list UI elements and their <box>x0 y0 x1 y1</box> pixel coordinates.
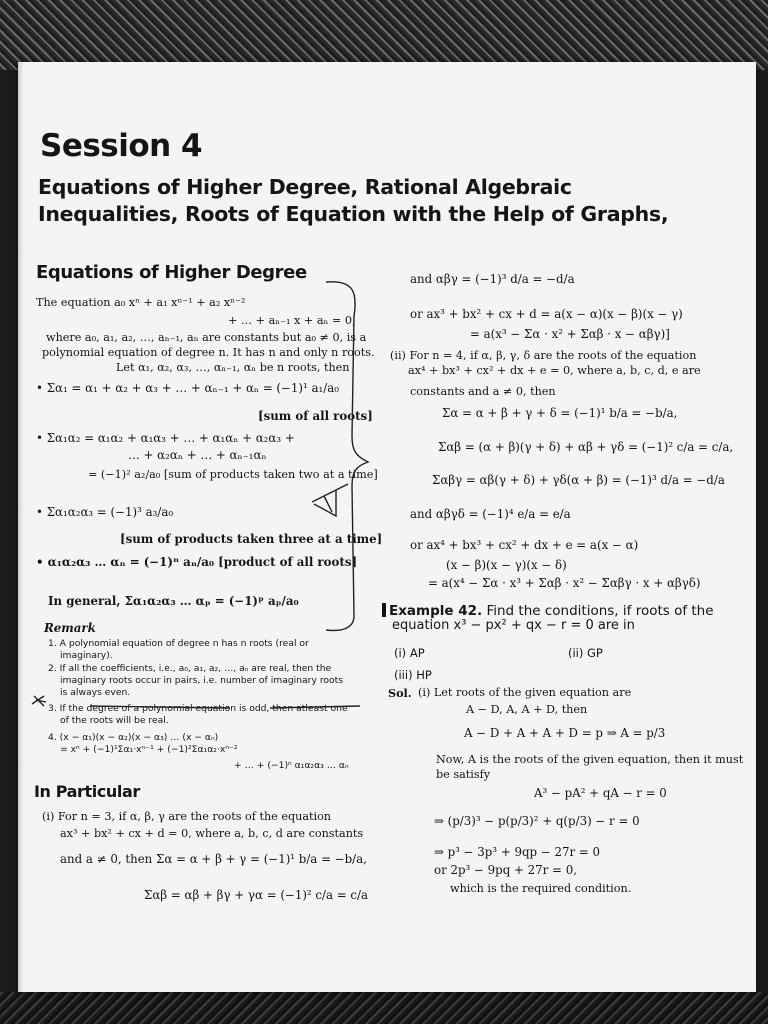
left-line: where a₀, a₁, a₂, …, aₙ₋₁, aₙ are constants but a₀ ≠ 0, is a <box>46 331 367 344</box>
remark-line: 2. If all the coefficients, i.e., a₀, a₁, a₂, …, aₙ are real, then the <box>48 663 332 674</box>
left-line: [sum of all roots] <box>258 409 373 423</box>
solution-line: A − D + A + A + D = p ⇒ A = p/3 <box>464 726 666 740</box>
right-line: (ii) For n = 4, if α, β, γ, δ are the roots of the equation <box>390 349 697 362</box>
remark-line: imaginary). <box>60 650 113 661</box>
left-line: + … + aₙ₋₁ x + aₙ = 0, <box>228 314 356 327</box>
left-line: … + α₂αₙ + … + αₙ₋₁αₙ <box>128 448 267 462</box>
left-line: • Σα₁ = α₁ + α₂ + α₃ + … + αₙ₋₁ + αₙ = (−1)¹ a₁/a₀ <box>36 381 339 395</box>
right-line: or ax⁴ + bx³ + cx² + dx + e = a(x − α) <box>410 538 639 552</box>
left-line: • α₁α₂α₃ … αₙ = (−1)ⁿ aₙ/a₀ [product of all roots] <box>36 555 358 569</box>
right-line: and αβγ = (−1)³ d/a = −d/a <box>410 272 575 286</box>
example-text-2: equation x³ − px² + qx − r = 0 are in <box>392 618 635 633</box>
right-line: Σαβ = (α + β)(γ + δ) + αβ + γδ = (−1)² c/a = c/a, <box>438 440 734 454</box>
remark-line: is always even. <box>60 687 131 698</box>
solution-line: or 2p³ − 9pq + 27r = 0, <box>434 863 577 877</box>
book-page <box>18 62 756 992</box>
left-line: = (−1)² a₂/a₀ [sum of products taken two at a time] <box>88 468 378 481</box>
left-line: [sum of products taken three at a time] <box>120 532 383 546</box>
solution-line: ⇒ p³ − 3p³ + 9qp − 27r = 0 <box>434 845 601 859</box>
remark-line: of the roots will be real. <box>60 715 169 726</box>
right-line: constants and a ≠ 0, then <box>410 385 556 398</box>
left-line: In general, Σα₁α₂α₃ … αₚ = (−1)ᵖ aₚ/a₀ <box>48 594 299 608</box>
option-ap: (i) AP <box>394 646 425 660</box>
solution-line: A³ − pA² + qA − r = 0 <box>534 786 667 800</box>
left-line: • Σα₁α₂ = α₁α₂ + α₁α₃ + … + α₁αₙ + α₂α₃ + <box>36 431 295 445</box>
solution-line: be satisfy <box>436 768 491 781</box>
remark-line: = xⁿ + (−1)¹Σα₁·xⁿ⁻¹ + (−1)²Σα₁α₂·xⁿ⁻² <box>60 744 238 755</box>
particular-line: ax³ + bx² + cx + d = 0, where a, b, c, d are constants <box>60 827 364 840</box>
main-heading-line-2: Inequalities, Roots of Equation with the Help of Graphs, <box>38 202 669 226</box>
pen-underline-mark <box>30 690 360 720</box>
left-line: The equation a₀ xⁿ + a₁ xⁿ⁻¹ + a₂ xⁿ⁻² <box>36 296 246 309</box>
right-line: or ax³ + bx² + cx + d = a(x − α)(x − β)(x − γ) <box>410 307 683 321</box>
example-text: Find the conditions, if roots of the <box>482 603 714 619</box>
option-gp: (ii) GP <box>568 646 603 660</box>
session-title: Session 4 <box>40 128 203 164</box>
particular-heading: In Particular <box>34 782 140 801</box>
solution-line: Now, A is the roots of the given equation, then it must <box>436 753 744 766</box>
pen-scribble-mark <box>306 482 356 522</box>
main-heading <box>38 174 668 228</box>
right-line: Σα = α + β + γ + δ = (−1)¹ b/a = −b/a, <box>442 406 678 420</box>
right-line: ax⁴ + bx³ + cx² + dx + e = 0, where a, b, c, d, e are <box>408 364 701 377</box>
right-line: (x − β)(x − γ)(x − δ) <box>446 558 567 572</box>
solution-line: which is the required condition. <box>450 882 632 895</box>
remark-line: 1. A polynomial equation of degree n has n roots (real or <box>48 638 309 649</box>
main-heading-line-1: Equations of Higher Degree, Rational Algebraic <box>38 175 572 199</box>
solution-label: Sol. <box>388 686 412 700</box>
scan-bottom-edge <box>0 992 768 1024</box>
right-line: Σαβγ = αβ(γ + δ) + γδ(α + β) = (−1)³ d/a = −d/a <box>432 473 725 487</box>
particular-line: (i) For n = 3, if α, β, γ are the roots of the equation <box>42 810 332 823</box>
right-line: = a(x³ − Σα · x² + Σαβ · x − αβγ)] <box>470 327 670 341</box>
left-heading: Equations of Higher Degree <box>36 262 307 283</box>
example-bar <box>382 603 386 617</box>
left-line: polynomial equation of degree n. It has n and only n roots. <box>42 346 375 359</box>
remark-line: 4. (x − α₁)(x − α₂)(x − α₃) … (x − αₙ) <box>48 732 219 743</box>
pen-brace-mark <box>318 276 378 636</box>
remark-line: imaginary roots occur in pairs, i.e. number of imaginary roots <box>60 675 344 686</box>
page-edge-shadow <box>18 62 24 992</box>
solution-line: ⇒ (p/3)³ − p(p/3)² + q(p/3) − r = 0 <box>434 814 640 828</box>
remark-line: + … + (−1)ⁿ α₁α₂α₃ … αₙ <box>234 760 349 771</box>
remark-title: Remark <box>44 621 96 635</box>
particular-line: and a ≠ 0, then Σα = α + β + γ = (−1)¹ b/a = −b/a, <box>60 852 367 866</box>
example-header <box>382 600 714 619</box>
scan-top-edge <box>0 0 768 70</box>
left-line: • Σα₁α₂α₃ = (−1)³ a₃/a₀ <box>36 505 174 519</box>
remark-line: 3. If the degree of a polynomial equation is odd, then atleast one <box>48 703 348 714</box>
right-line: = a(x⁴ − Σα · x³ + Σαβ · x² − Σαβγ · x + αβγδ) <box>428 576 701 590</box>
particular-line: Σαβ = αβ + βγ + γα = (−1)² c/a = c/a <box>144 888 369 902</box>
example-label: Example 42. <box>389 603 483 619</box>
option-hp: (iii) HP <box>394 668 432 682</box>
right-line: and αβγδ = (−1)⁴ e/a = e/a <box>410 507 571 521</box>
solution-line: A − D, A, A + D, then <box>466 703 588 716</box>
solution-line: (i) Let roots of the given equation are <box>418 686 632 699</box>
left-line: Let α₁, α₂, α₃, …, αₙ₋₁, αₙ be n roots, then <box>116 361 350 374</box>
